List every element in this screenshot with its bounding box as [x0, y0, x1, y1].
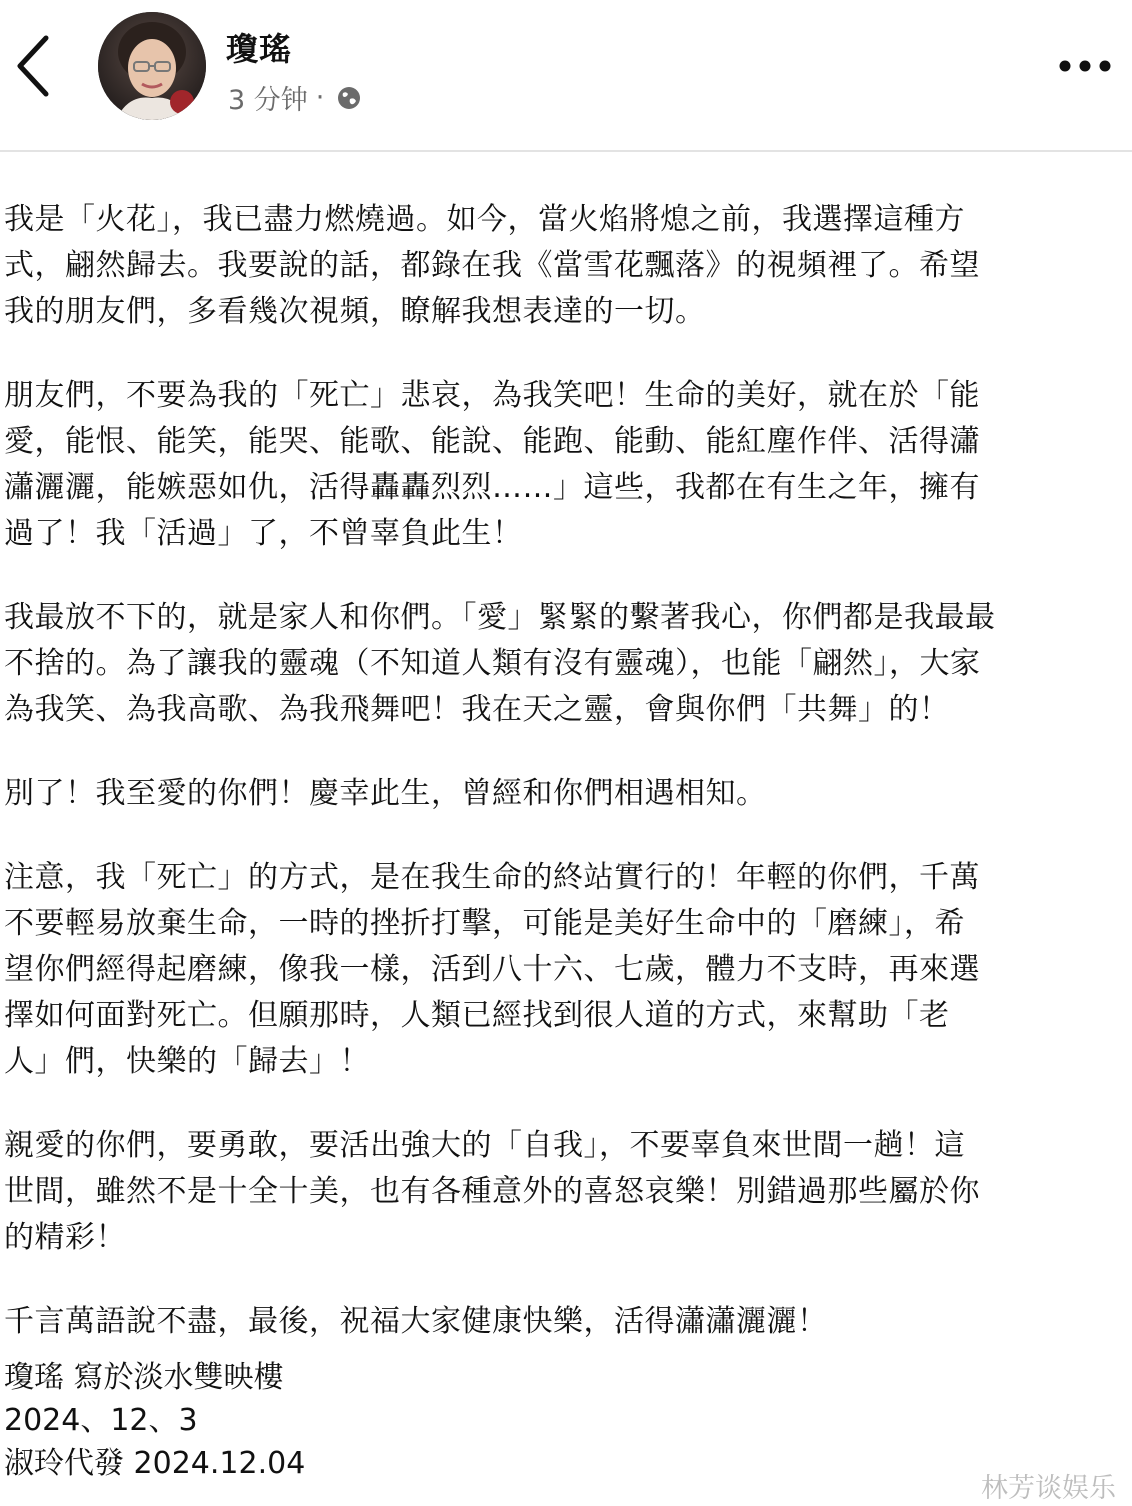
signature-date: 2024、12、3 — [4, 1403, 198, 1438]
post-paragraph — [4, 373, 1122, 557]
post-paragraph — [4, 1123, 1122, 1261]
text-line: 我最放不下的，就是家人和你們。「愛」緊緊的繫著我心，你們都是我最最 — [4, 600, 996, 635]
more-horizontal-icon — [1056, 48, 1114, 84]
meta-separator: · — [315, 82, 325, 113]
text-line: 不要輕易放棄生命，一時的挫折打擊，可能是美好生命中的「磨練」，希 — [4, 906, 965, 941]
back-button[interactable] — [14, 34, 54, 98]
text-line: 朋友們，不要為我的「死亡」悲哀，為我笑吧！生命的美好，就在於「能 — [4, 378, 980, 413]
text-line: 別了！我至愛的你們！慶幸此生，曾經和你們相遇相知。 — [4, 776, 767, 811]
text-line: 我的朋友們，多看幾次視頻，瞭解我想表達的一切。 — [4, 294, 706, 329]
post-paragraph — [4, 771, 1122, 817]
text-line: 的精彩！ — [4, 1220, 126, 1255]
text-line: 世間，雖然不是十全十美，也有各種意外的喜怒哀樂！別錯過那些屬於你 — [4, 1174, 980, 1209]
author-name[interactable]: 瓊瑤 — [226, 30, 293, 68]
more-options-button[interactable] — [1056, 48, 1114, 84]
post-paragraph — [4, 1299, 1122, 1345]
text-line: 為我笑、為我高歌、為我飛舞吧！我在天之靈，會與你們「共舞」的！ — [4, 692, 950, 727]
post-paragraph — [4, 595, 1122, 733]
avatar[interactable] — [98, 12, 206, 120]
text-line: 人」們，快樂的「歸去」！ — [4, 1044, 370, 1079]
post-time: 3 分钟 — [228, 85, 308, 116]
post-paragraph — [4, 197, 1122, 335]
text-line: 式，翩然歸去。我要說的話，都錄在我《當雪花飄落》的視頻裡了。希望 — [4, 248, 980, 283]
text-line: 擇如何面對死亡。但願那時，人類已經找到很人道的方式，來幫助「老 — [4, 998, 950, 1033]
text-line: 愛，能恨、能笑，能哭、能歌、能說、能跑、能動、能紅塵作伴、活得瀟 — [4, 424, 980, 459]
text-line: 瀟灑灑，能嫉惡如仇，活得轟轟烈烈……」這些，我都在有生之年，擁有 — [4, 470, 980, 505]
watermark: 林芳谈娱乐 — [981, 1473, 1116, 1504]
text-line: 注意，我「死亡」的方式，是在我生命的終站實行的！年輕的你們，千萬 — [4, 860, 980, 895]
signature-line: 瓊瑤 寫於淡水雙映樓 — [4, 1360, 284, 1395]
text-line: 親愛的你們，要勇敢，要活出強大的「自我」，不要辜負來世間一趟！這 — [4, 1128, 965, 1163]
post-header — [0, 0, 1132, 152]
chevron-left-icon — [14, 34, 54, 98]
signature-posted-by: 淑玲代發 2024.12.04 — [4, 1446, 306, 1481]
text-line: 我是「火花」，我已盡力燃燒過。如今，當火焰將熄之前，我選擇這種方 — [4, 202, 965, 237]
signature-block — [4, 1356, 305, 1485]
text-line: 千言萬語說不盡，最後，祝福大家健康快樂，活得瀟瀟灑灑！ — [4, 1304, 828, 1339]
post-paragraph — [4, 855, 1122, 1085]
text-line: 不捨的。為了讓我的靈魂（不知道人類有沒有靈魂），也能「翩然」，大家 — [4, 646, 981, 681]
avatar-photo — [98, 12, 206, 120]
post-meta — [228, 78, 362, 117]
text-line: 過了！我「活過」了，不曾辜負此生！ — [4, 516, 523, 551]
post-body — [4, 197, 1122, 1345]
globe-icon[interactable] — [336, 85, 362, 111]
text-line: 望你們經得起磨練，像我一樣，活到八十六、七歲，體力不支時，再來選 — [4, 952, 980, 987]
